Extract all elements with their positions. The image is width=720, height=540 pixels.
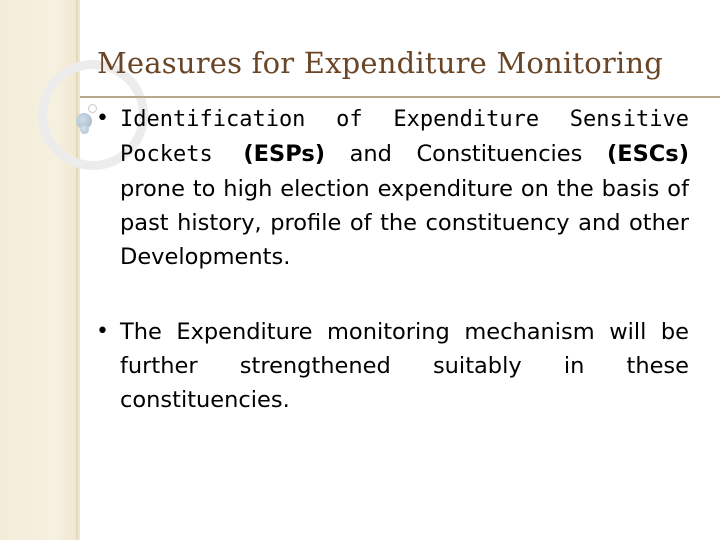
bullet-1-abbr-esps: (ESPs) <box>243 141 326 167</box>
bullet-1-text-b: and Constituencies <box>325 141 607 167</box>
bullet-dot-icon: • <box>96 106 109 131</box>
blue-dot-small-icon <box>80 125 89 134</box>
bullet-1-text-c: prone to high election expenditure on the basis of past history, profile of the constituency and other Developments. <box>120 176 689 270</box>
slide-title: Measures for Expenditure Monitoring <box>97 46 664 80</box>
title-divider <box>80 96 720 98</box>
bullet-1-text-a: Identification of Expenditure Sensitive Pockets <box>120 107 689 167</box>
bullet-dot-icon: • <box>96 319 109 344</box>
bullet-item-2: The Expenditure monitoring mechanism will be further strengthened suitably in these constituencies. <box>120 319 689 413</box>
bullet-1-abbr-escs: (ESCs) <box>606 141 689 167</box>
bullet-item-1 <box>120 102 689 274</box>
